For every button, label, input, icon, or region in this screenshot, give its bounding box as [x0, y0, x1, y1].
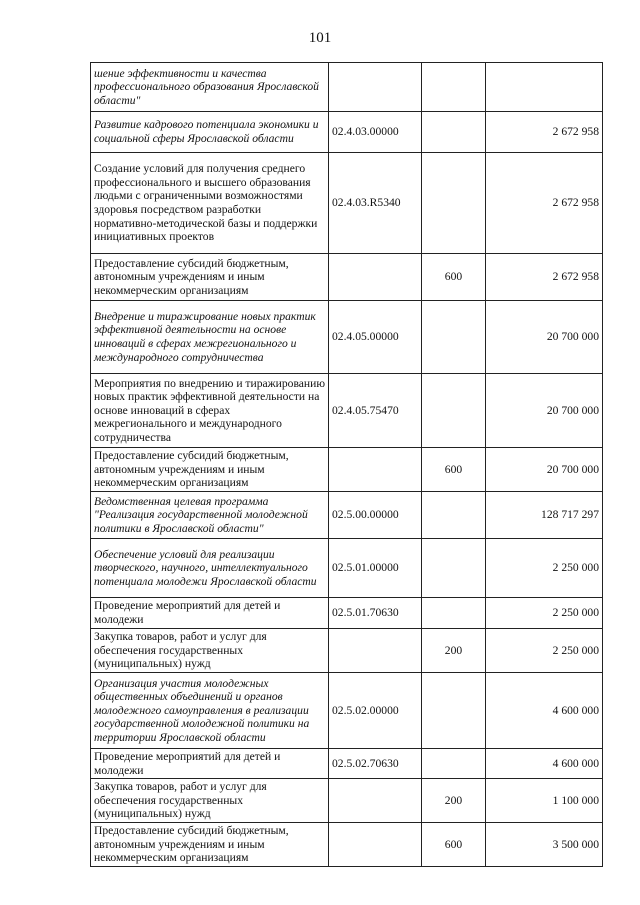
- table-row: [91, 779, 603, 823]
- row-expense-type: [422, 63, 486, 112]
- row-amount: 2 250 000: [486, 539, 603, 598]
- row-expense-type: [422, 492, 486, 539]
- row-amount: [486, 63, 603, 112]
- table-row: [91, 112, 603, 153]
- row-name: Мероприятия по внедрению и тиражированию новых практик эффективной деятельности на основе инноваций в сферах межрегионального и международного сотрудничества: [91, 374, 329, 448]
- row-amount: 2 672 958: [486, 254, 603, 301]
- row-amount: 128 717 297: [486, 492, 603, 539]
- row-expense-type: [422, 112, 486, 153]
- row-name: Обеспечение условий для реализации творческого, научного, интеллектуального потенциала молодежи Ярославской области: [91, 539, 329, 598]
- table-row: [91, 254, 603, 301]
- row-amount: 1 100 000: [486, 779, 603, 823]
- row-amount: 2 250 000: [486, 598, 603, 629]
- table-row: [91, 301, 603, 374]
- row-code: 02.5.02.70630: [329, 749, 422, 779]
- table-row: [91, 492, 603, 539]
- row-name: Внедрение и тиражирование новых практик эффективной деятельности на основе инноваций в сферах межрегионального и международного сотрудничества: [91, 301, 329, 374]
- row-code: [329, 823, 422, 867]
- table-row: [91, 448, 603, 492]
- row-amount: 2 672 958: [486, 153, 603, 254]
- row-code: [329, 448, 422, 492]
- row-name: Предоставление субсидий бюджетным, автономным учреждениям и иным некоммерческим организациям: [91, 823, 329, 867]
- row-name: Создание условий для получения среднего профессионального и высшего образования людьми с ограниченными возможностями здоровья посредством разработки нормативно-методической базы и поддержки инициативных проектов: [91, 153, 329, 254]
- row-code: 02.5.02.00000: [329, 673, 422, 749]
- row-name: Организация участия молодежных общественных объединений и органов молодежного самоуправления в реализации государственной молодежной политики на территории Ярославской области: [91, 673, 329, 749]
- table-row: [91, 63, 603, 112]
- row-code: [329, 254, 422, 301]
- row-code: 02.5.00.00000: [329, 492, 422, 539]
- row-expense-type: 600: [422, 254, 486, 301]
- row-expense-type: [422, 673, 486, 749]
- row-name: Предоставление субсидий бюджетным, автономным учреждениям и иным некоммерческим организациям: [91, 254, 329, 301]
- row-expense-type: 600: [422, 823, 486, 867]
- row-code: [329, 63, 422, 112]
- row-name: Предоставление субсидий бюджетным, автономным учреждениям и иным некоммерческим организациям: [91, 448, 329, 492]
- row-amount: 20 700 000: [486, 301, 603, 374]
- row-name: Закупка товаров, работ и услуг для обеспечения государственных (муниципальных) нужд: [91, 779, 329, 823]
- row-name: Проведение мероприятий для детей и молодежи: [91, 598, 329, 629]
- row-name: Закупка товаров, работ и услуг для обеспечения государственных (муниципальных) нужд: [91, 629, 329, 673]
- row-code: 02.4.05.75470: [329, 374, 422, 448]
- budget-table: [90, 62, 603, 867]
- row-code: 02.5.01.70630: [329, 598, 422, 629]
- row-code: [329, 779, 422, 823]
- row-code: 02.4.03.00000: [329, 112, 422, 153]
- row-amount: 2 250 000: [486, 629, 603, 673]
- row-expense-type: 200: [422, 779, 486, 823]
- row-name: Проведение мероприятий для детей и молодежи: [91, 749, 329, 779]
- row-expense-type: [422, 374, 486, 448]
- table-row: [91, 539, 603, 598]
- table-row: [91, 153, 603, 254]
- budget-table-body: [91, 63, 603, 867]
- row-expense-type: 600: [422, 448, 486, 492]
- row-name: Ведомственная целевая программа "Реализация государственной молодежной политики в Ярославской области": [91, 492, 329, 539]
- table-row: [91, 673, 603, 749]
- row-code: [329, 629, 422, 673]
- table-row: [91, 823, 603, 867]
- row-expense-type: 200: [422, 629, 486, 673]
- row-amount: 2 672 958: [486, 112, 603, 153]
- row-code: 02.5.01.00000: [329, 539, 422, 598]
- row-name: шение эффективности и качества профессионального образования Ярославской области": [91, 63, 329, 112]
- row-code: 02.4.05.00000: [329, 301, 422, 374]
- row-expense-type: [422, 539, 486, 598]
- row-amount: 20 700 000: [486, 374, 603, 448]
- row-amount: 20 700 000: [486, 448, 603, 492]
- table-row: [91, 374, 603, 448]
- row-code: 02.4.03.R5340: [329, 153, 422, 254]
- row-expense-type: [422, 153, 486, 254]
- table-row: [91, 629, 603, 673]
- row-amount: 4 600 000: [486, 673, 603, 749]
- table-row: [91, 749, 603, 779]
- row-name: Развитие кадрового потенциала экономики и социальной сферы Ярославской области: [91, 112, 329, 153]
- row-expense-type: [422, 301, 486, 374]
- row-expense-type: [422, 598, 486, 629]
- row-amount: 3 500 000: [486, 823, 603, 867]
- row-amount: 4 600 000: [486, 749, 603, 779]
- page-number: 101: [308, 30, 332, 46]
- row-expense-type: [422, 749, 486, 779]
- table-row: [91, 598, 603, 629]
